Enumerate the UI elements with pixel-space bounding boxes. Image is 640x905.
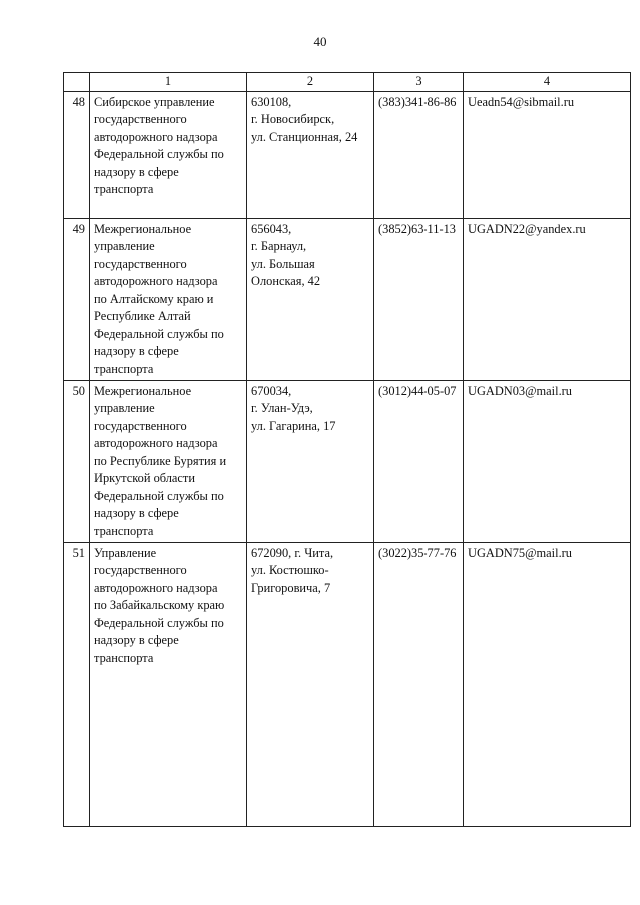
header-cell-3: 3 xyxy=(374,73,464,92)
row-number: 51 xyxy=(64,542,90,826)
agency-address: 672090, г. Чита, ул. Костюшко- Григоровича, 7 xyxy=(247,542,374,826)
table-row xyxy=(64,380,631,542)
table-row xyxy=(64,91,631,218)
agency-address: 630108, г. Новосибирск, ул. Станционная, 24 xyxy=(247,91,374,218)
agency-phone: (383)341-86-86 xyxy=(374,91,464,218)
header-cell-number xyxy=(64,73,90,92)
agency-address: 670034, г. Улан-Удэ, ул. Гагарина, 17 xyxy=(247,380,374,542)
row-number: 48 xyxy=(64,91,90,218)
agency-name: Межрегиональное управление государственного автодорожного надзора по Алтайскому краю и Республике Алтай Федеральной службы по надзору в сфере транспорта xyxy=(90,218,247,380)
table-row xyxy=(64,542,631,826)
agency-phone: (3012)44-05-07 xyxy=(374,380,464,542)
agency-email: UGADN03@mail.ru xyxy=(464,380,631,542)
header-cell-4: 4 xyxy=(464,73,631,92)
agency-name: Управление государственного автодорожного надзора по Забайкальскому краю Федеральной службы по надзору в сфере транспорта xyxy=(90,542,247,826)
agency-email: UGADN75@mail.ru xyxy=(464,542,631,826)
table-header-row xyxy=(64,73,631,92)
agencies-table xyxy=(63,72,631,827)
agency-email: Ueadn54@sibmail.ru xyxy=(464,91,631,218)
agency-name: Сибирское управление государственного автодорожного надзора Федеральной службы по надзору в сфере транспорта xyxy=(90,91,247,218)
agency-name: Межрегиональное управление государственного автодорожного надзора по Республике Бурятия и Иркутской области Федеральной службы по надзору в сфере транспорта xyxy=(90,380,247,542)
page-number: 40 xyxy=(313,34,327,49)
agency-phone: (3852)63-11-13 xyxy=(374,218,464,380)
table-row xyxy=(64,218,631,380)
row-number: 49 xyxy=(64,218,90,380)
row-number: 50 xyxy=(64,380,90,542)
header-cell-1: 1 xyxy=(90,73,247,92)
header-cell-2: 2 xyxy=(247,73,374,92)
agency-address: 656043, г. Барнаул, ул. Большая Олонская, 42 xyxy=(247,218,374,380)
agency-email: UGADN22@yandex.ru xyxy=(464,218,631,380)
agency-phone: (3022)35-77-76 xyxy=(374,542,464,826)
